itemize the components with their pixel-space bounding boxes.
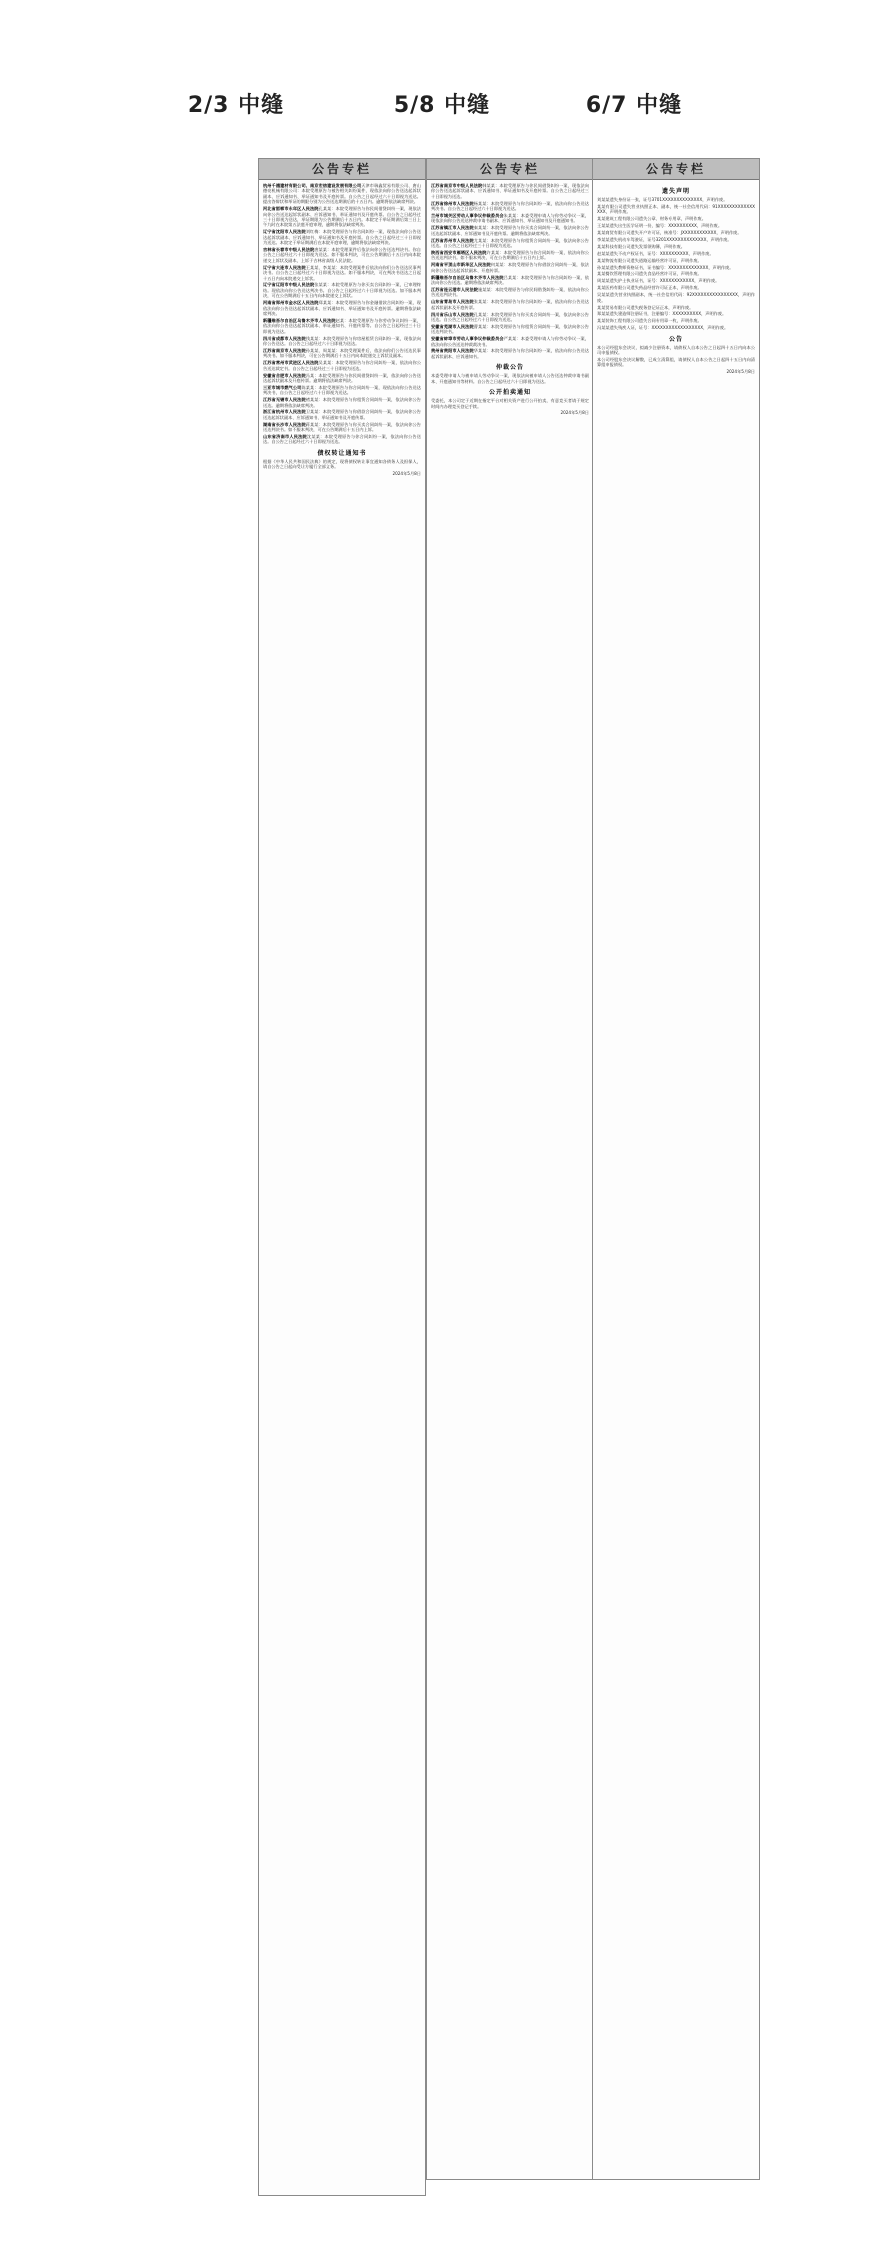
notice-text: 某某物流有限公司遗失道路运输经营许可证，声明作废。 [597,257,702,263]
notice-heading: 安徽省合肥市人民法院 [263,372,306,378]
notice-item [431,262,589,273]
notice-text: 郑某某遗失建造师注册证书，注册编号：XXXXXXXXXX，声明作废。 [597,311,727,317]
notice-text: 赵某某遗失不动产权证书，证号：XXXXXXXXXX，声明作废。 [597,250,714,256]
notice-text: 孔某某：本院受理原告与你民间借贷纠纷一案，现依法向你公告送达起诉状副本、应诉通知书、举证通知书及开庭传票。自公告之日起经过三十日即视为送达，举证期限为公告期满后十五日内。本院定于举证期满后第三日上午九时在本院第五法庭开庭审理，逾期将依法缺席判决。 [263,206,421,228]
section-title: 公开拍卖通知 [488,389,531,397]
notice-text: 杨某某：本院受理原告与你合同纠纷一案，依法向你公告送达判决书。自公告之日起经过六十日即视为送达。 [431,200,589,212]
notice-text: 张某某：本院受理原告与你合同纠纷一案，依法向你公告送达起诉状副本及开庭传票。 [431,299,589,310]
notice-item [431,183,589,199]
notice-heading: 安徽省蚌埠市劳动人事争议仲裁委员会 [431,336,504,342]
notice-item [263,409,421,420]
notice-item [263,360,421,371]
notice-item [597,197,755,202]
notice-heading: 四川省乐山市人民法院 [431,311,474,317]
notice-text: 王某某、李某某：本院受理案件后依法向你们公告送达民事判决书。自公告之日起经过六十日即视为送达。如不服本判决，可在判决书送达之日起十五日内向本院递交上诉状。 [263,264,421,281]
notice-heading: 河南省郑州市金水区人民法院 [263,300,319,306]
notice-item [597,292,755,303]
notice-text: 张某某：本院受理原告与你买卖合同纠纷一案，已审理终结。现依法向你公告送达判决书。自公告之日起经过六十日即视为送达。如不服本判决，可在公告期满后十五日内向本院递交上诉状。 [263,282,421,299]
notice-heading: 江苏省连云港市人民法院 [431,286,478,292]
notice-text: 吴某某：本院受理原告与你合同纠纷一案，依法向你公告送达裁定书。自公告之日起经过三十日即视为送达。 [263,360,421,371]
notice-item [431,299,589,310]
notice-item [263,282,421,298]
column-body [259,180,425,483]
notice-text: 吕某某：本院受理原告与你合同纠纷一案，依法向你公告送达。逾期将依法缺席判决。 [431,274,589,285]
notice-item [597,223,755,228]
notice-heading: 江苏省无锡市人民法院 [263,397,306,403]
notice-item [431,287,589,298]
closing-text: 本公司经股东会决议，拟减少注册资本，请债权人自本公告之日起四十五日内向本公司申报债权。 [597,344,755,356]
notice-heading: 浙江省杭州市人民法院 [263,409,306,415]
notice-item [597,204,755,215]
notice-text: 赵某：本院受理原告与你劳动争议纠纷一案，依法向你公告送达起诉状副本、举证通知书、开庭传票等。自公告之日起经过三十日即视为送达。 [263,317,421,334]
notice-heading: 江苏省苏州市人民法院 [431,237,474,243]
column-banner: 公告专栏 [427,159,593,180]
notice-text: 孙某某遗失教师资格证书，证书编号：XXXXXXXXXXXXXX，声明作废。 [597,264,734,270]
notice-heading: 新疆维吾尔自治区乌鲁木齐市人民法院 [431,274,504,280]
notice-text: 何某某：本院受理原告与你借款合同纠纷一案，依法向你公告送达起诉状副本、开庭传票。 [431,262,589,273]
notice-heading: 四川省成都市人民法院 [263,335,306,341]
notice-item [263,265,421,281]
notice-item [263,300,421,316]
notice-text: 韩某某：本院受理原告与你民间借贷纠纷一案，现依法向你公告送达起诉状副本、应诉通知书、举证通知书及开庭传票。自公告之日起经过三十日即视为送达。 [431,183,589,199]
notice-item [431,225,589,236]
notice-heading: 辽宁省沈阳市人民法院 [263,229,306,235]
notice-column-6-7 [592,158,760,2180]
notice-text: 许某某：本院受理原告与你合同纠纷一案，依法向你公告送达判决书。如不服本判决，可在公告期满后十五日内上诉。 [431,249,589,261]
notice-heading: 江苏省常州市武进区人民法院 [263,360,319,366]
notice-text: 华某某：本院受理原告与你合同纠纷一案，依法向你公告送达起诉状副本、应诉通知书。 [431,348,589,359]
notice-text: 某某建筑工程有限公司遗失公章、财务专用章，声明作废。 [597,216,706,222]
signature-date: 2024年5月8日 [392,471,421,477]
section-title: 仲裁公告 [495,364,524,372]
notice-item [263,422,421,433]
notice-heading: 河北省邯郸市永年区人民法院 [263,206,319,212]
notice-text: 唐某某：本院受理案件后依法向你公告送达判决书。你自公告之日起经过六十日即视为送达。如不服本判决，可在公告期满后十五日内向本院递交上诉状及副本，上诉于吉林省高级人民法院。 [263,246,421,263]
notice-item [597,230,755,235]
notice-heading: 山东省济南市人民法院 [263,434,307,440]
notice-item [597,251,755,256]
notice-heading: 山东省青岛市人民法院 [431,299,474,305]
notice-text: 王某某遗失出生医学证明一份，编号：XXXXXXXXXX，声明作废。 [597,223,723,229]
notice-text: 某某餐饮管理有限公司遗失食品经营许可证，声明作废。 [597,271,702,277]
notice-text: 冯某：本院受理原告与你民间借贷纠纷一案，依法向你公告送达起诉状副本及开庭传票。逾期将依法缺席判决。 [263,372,421,383]
notice-item [263,183,421,205]
notice-item [597,271,755,276]
notice-heading: 兰州市城关区劳动人事争议仲裁委员会 [431,213,504,219]
notice-text: 某某装饰工程有限公司遗失合同专用章一枚，声明作废。 [597,318,702,324]
notice-item [597,318,755,323]
notice-text: 秦某某：本院受理原告与你买卖合同纠纷一案，依法向你公告送达起诉状副本、应诉通知书及开庭传票。逾期将依法缺席判决。 [431,225,589,236]
notice-item [597,278,755,283]
notice-text: 刘红梅：本院受理原告与你合同纠纷一案，现依法向你公告送达起诉状副本、应诉通知书、举证通知书及开庭传票。自公告之日起经过三十日即视为送达。本院定于举证期满后在本院开庭审理，逾期将依法缺席判决。 [263,229,421,246]
notice-heading: 湖南省长沙市人民法院 [263,421,306,427]
notice-heading: 江苏省镇江市人民法院 [431,225,474,231]
notice-item [431,201,589,212]
column-body [593,180,759,381]
notice-text: 钱某某：本院受理原告与你房屋租赁合同纠纷一案，现依法向你公告送达。自公告之日起经过六十日即视为送达。 [263,335,421,346]
notice-heading: 贵州省贵阳市人民法院 [431,348,474,354]
notice-item [431,250,589,261]
notice-item [263,206,421,228]
notice-heading: 辽宁省大连市人民法院 [263,264,306,270]
notice-text: 沈某某：本院受理原告与你合同纠纷一案，依法向你公告送达。自公告之日起经过六十日即视为送达。 [263,434,421,445]
notice-text: 冯某某遗失残疾人证，证号：XXXXXXXXXXXXXXXXXX，声明作废。 [597,325,729,331]
notice-text: 某某医药有限公司遗失药品经营许可证正本，声明作废。 [597,285,702,291]
notice-item [263,373,421,384]
signature-date: 2024年5月8日 [726,369,755,375]
notice-item [263,336,421,347]
notice-column-2-3 [258,158,426,2196]
signature-date: 2024年5月8日 [560,410,589,416]
notice-text: 尤某某：本院受理原告与你租赁合同纠纷一案，依法向你公告送达。自公告之日起经过三十日即视为送达。 [431,237,589,249]
notice-text: 某某有限公司遗失营业执照正本、副本，统一社会信用代码：91XXXXXXXXXXXXXXXX，声明作废。 [597,203,755,215]
notice-text: 某某商贸有限公司遗失开户许可证，核准号：JXXXXXXXXXXXX，声明作废。 [597,230,742,236]
notice-heading: 江苏省南京市中级人民法院 [431,183,483,188]
notice-item [597,258,755,263]
notice-item [431,275,589,286]
notice-heading: 三亚市城市燃气公司 [263,384,302,390]
notice-item [263,247,421,263]
notice-item [597,325,755,330]
notice-column-5-8 [426,158,594,2180]
notice-item [431,324,589,335]
notice-text: 刘某某遗失身份证一张，证号3701XXXXXXXXXXXXXX，声明作废。 [597,197,728,202]
notice-text: 褚某某：本院受理原告与你租赁合同纠纷一案，依法向你公告送达。逾期将依法缺席判决。 [263,397,421,408]
closing-text: 本公司经股东会决议解散，已成立清算组，请债权人自本公告之日起四十五日内向清算组申报债权。 [597,356,755,368]
notice-item [431,336,589,347]
notice-text: 卫某某：本院受理原告与你借款合同纠纷一案，依法向你公告送达起诉状副本、应诉通知书、举证通知书及开庭传票。 [263,409,421,420]
notice-heading: 杭州千禧建材有限公司、南京宏信建设发展有限公司 [263,183,362,188]
column-label-2-3: 2/3 中缝 [187,93,285,118]
column-banner: 公告专栏 [593,159,759,180]
notice-heading: 新疆维吾尔自治区乌鲁木齐市人民法院 [263,317,336,323]
notice-text: 严某某：本委受理申请人与你劳动争议一案，依法向你公告送达仲裁裁决书。 [431,336,589,347]
notice-text: 孔某某：本院受理原告与你买卖合同纠纷一案，依法向你公告送达。自公告之日起经过六十日即视为送达。 [431,311,589,322]
notice-text: 天津市瑞鑫贸易有限公司、唐山德亮机械有限公司：本院受理原告与被告相关纠纷案件，现依法向你公告送达起诉状副本、应诉通知书、举证通知书及开庭传票。自公告之日起经过六十日即视为送达。提出答辩状和举证的期限分别为公告送达期满后的十五日内。逾期将依法缺席判决。 [263,183,421,205]
notice-item [431,312,589,323]
closing-text: 根据《中华人民共和国民法典》的规定，现将债权转让事宜通知各债务人及担保人，请自公告之日起向受让方履行全部义务。 [263,458,421,470]
notice-item [431,213,589,224]
notice-item [597,216,755,221]
notice-heading: 辽宁省辽阳市中级人民法院 [263,282,315,288]
section-title: 公告 [668,335,683,343]
notice-item [431,348,589,359]
notice-item [597,237,755,242]
notice-text: 施某某：本院受理原告与你民间借贷纠纷一案，依法向你公告送达判决书。 [431,286,589,298]
column-label-5-8: 5/8 中缝 [393,93,491,118]
notice-text: 郑某某：本院受理原告与你金融借款合同纠纷一案，现依法向你公告送达起诉状副本、应诉通知书、举证通知书及开庭传票。逾期将依法缺席判决。 [263,300,421,316]
section-title: 债权转让通知书 [317,449,367,457]
notice-text: 蒋某某：本院受理原告与你买卖合同纠纷一案，依法向你公告送达判决书。如不服本判决，可在公告期满后十五日内上诉。 [263,421,421,433]
notice-heading: 陕西省西安市雁塔区人民法院 [431,249,487,255]
notice-item [263,397,421,408]
notice-heading: 江苏省南京市人民法院 [263,347,306,353]
notice-item [431,238,589,249]
notice-item [597,311,755,316]
notice-text: 曹某某：本院受理原告与你租赁合同纠纷一案，依法向你公告送达判决书。 [431,323,589,335]
closing-text: 受委托，本公司定于近期在指定平台对相关资产进行公开拍卖，有意竞买者请于规定时间内办理竞买登记手续。 [431,398,589,409]
notice-heading: 河南省平顶山市新华区人民法院 [431,262,491,268]
notice-item [263,318,421,334]
notice-text: 吴某某遗失营业执照副本，统一社会信用代码：92XXXXXXXXXXXXXXXX，声明作废。 [597,292,755,303]
closing-text: 本委受理申请人与被申请人劳动争议一案，现依法向被申请人公告送达仲裁申请书副本、开庭通知书等材料。自公告之日起经过六十日即视为送达。 [431,373,589,384]
column-label-6-7: 6/7 中缝 [585,93,683,118]
notice-text: 孙某某、周某某：本院受理案件后，依法向你们公告送达民事判决书。如不服本判决，可在公告期满后十五日内向本院递交上诉状及副本。 [263,347,421,359]
notice-item [597,265,755,270]
notice-item [263,434,421,445]
notice-item [263,348,421,359]
notice-item [263,229,421,245]
section-title: 遗失声明 [661,188,690,195]
notice-text: 某某科技有限公司遗失发票领购簿，声明作废。 [597,243,685,249]
notice-text: 朱某某：本委受理申请人与你劳动争议一案，现依法向你公告送达仲裁申请书副本、应诉通知书、举证通知书及开庭通知书。 [431,213,589,224]
notice-text: 陈某某：本院受理原告与你合同纠纷一案，现依法向你公告送达判决书，自公告之日起经过六十日即视为送达。 [263,384,421,396]
notice-text: 某某贸易有限公司遗失税务登记证正本，声明作废。 [597,304,694,310]
notice-text: 李某某遗失机动车驾驶证，证号3201XXXXXXXXXXXXXX，声明作废。 [597,236,732,242]
notice-item [597,285,755,290]
notice-item [597,305,755,310]
column-banner: 公告专栏 [259,159,425,180]
notice-item [263,385,421,396]
notice-heading: 吉林省长春市中级人民法院 [263,246,315,252]
notice-heading: 江苏省徐州市人民法院 [431,200,474,206]
notice-item [597,244,755,249]
notice-text: 周某某遗失护士执业证书，证号：XXXXXXXXXXXX，声明作废。 [597,278,720,284]
column-body [427,180,593,422]
notice-heading: 安徽省芜湖市人民法院 [431,323,474,329]
